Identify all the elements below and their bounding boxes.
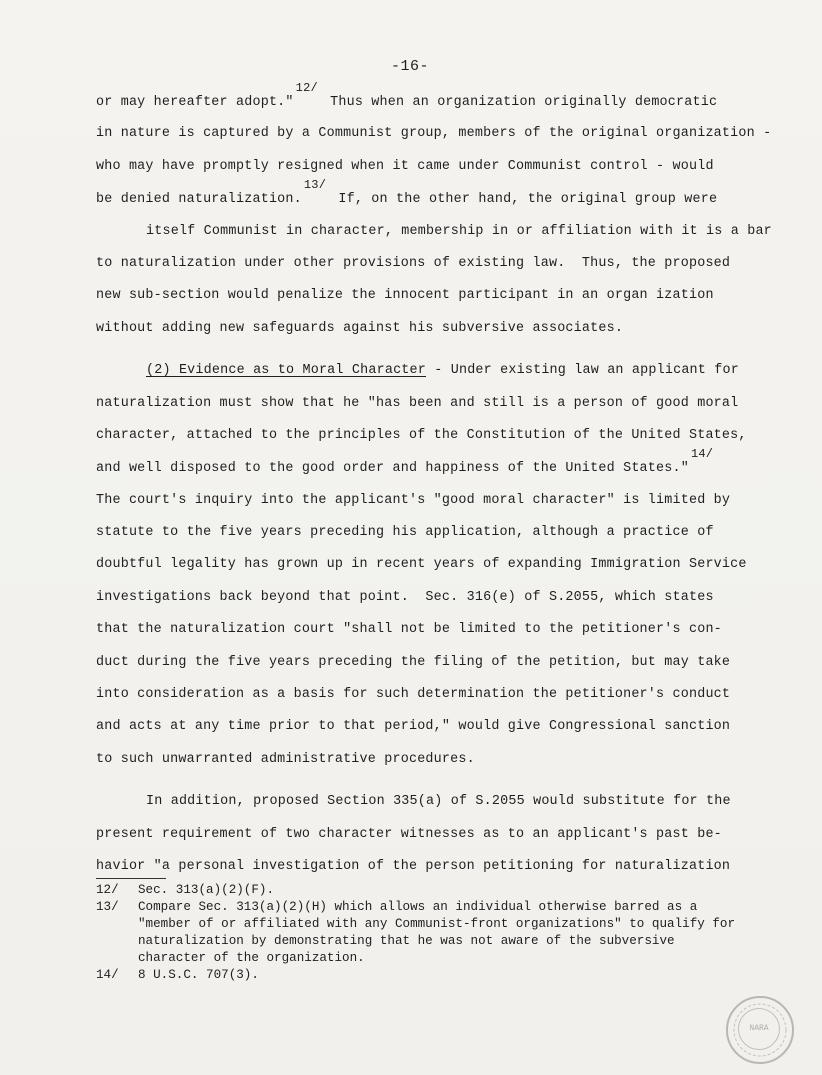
text-line: in nature is captured by a Communist group, members of the original organization - xyxy=(96,126,772,142)
text-line: new sub-section would penalize the innocent participant in an organ ization xyxy=(96,288,714,304)
text-line: without adding new safeguards against his subversive associates. xyxy=(96,320,624,336)
paragraph-gap xyxy=(96,345,736,355)
footnote-text: Sec. 313(a)(2)(F). xyxy=(138,883,275,897)
text-line: investigations back beyond that point. Sec. 316(e) of S.2055, which states xyxy=(96,589,714,605)
footnote-mark: 12/ xyxy=(96,883,119,897)
text-line: character, attached to the principles of the Constitution of the United States, xyxy=(96,427,747,443)
paragraph-gap xyxy=(96,776,736,786)
footnote-text: 8 U.S.C. 707(3). xyxy=(138,968,259,982)
stamp-label: NARA xyxy=(738,1008,780,1050)
text-line: to such unwarranted administrative procedures. xyxy=(96,751,475,767)
text-line: doubtful legality has grown up in recent years of expanding Immigration Service xyxy=(96,557,747,573)
footnote-divider xyxy=(96,878,166,879)
text-line: The court's inquiry into the applicant's "good moral character" is limited by xyxy=(96,492,731,508)
footnote-ref: 12/ xyxy=(295,81,318,95)
text-line: or may hereafter adopt."12/ Thus when an organization originally democratic xyxy=(96,86,736,118)
text-line: into consideration as a basis for such determination the petitioner's conduct xyxy=(96,687,731,703)
text-line: itself Communist in character, membership in or affiliation with it is a bar xyxy=(146,223,772,239)
text-line: In addition, proposed Section 335(a) of S.2055 would substitute for the xyxy=(146,794,731,810)
text-line: (2) Evidence as to Moral Character - Under existing law an applicant for xyxy=(146,363,739,379)
page-number: -16- xyxy=(390,58,429,75)
archive-stamp xyxy=(726,996,794,1064)
text-line: present requirement of two character witnesses as to an applicant's past be- xyxy=(96,826,722,842)
footnotes xyxy=(96,882,736,984)
footnote xyxy=(96,899,736,967)
text-line: naturalization must show that he "has been and still is a person of good moral xyxy=(96,395,739,411)
text-line: that the naturalization court "shall not be limited to the petitioner's con- xyxy=(96,622,722,638)
footnote xyxy=(96,882,736,899)
text-line: and acts at any time prior to that period," would give Congressional sanction xyxy=(96,719,731,735)
footnote-ref: 14/ xyxy=(690,447,714,462)
text-line: duct during the five years preceding the filing of the petition, but may take xyxy=(96,654,731,670)
text-line: statute to the five years preceding his application, although a practice of xyxy=(96,525,714,541)
text-line: who may have promptly resigned when it came under Communist control - would xyxy=(96,158,714,174)
footnote-text: Compare Sec. 313(a)(2)(H) which allows an individual otherwise barred as a "member of or affiliated with any Communist-front organizations" to qualify for naturalization by demonstrating that he was not aware of the subversive character of the organization. xyxy=(138,900,736,965)
footnote-mark: 14/ xyxy=(96,968,119,982)
footnote xyxy=(96,967,736,984)
text-line: and well disposed to the good order and happiness of the United States."14/ xyxy=(96,452,736,484)
body-text xyxy=(96,81,772,883)
text-line: havior "a personal investigation of the person petitioning for naturalization xyxy=(96,858,731,874)
text-line: be denied naturalization.13/ If, on the other hand, the original group were xyxy=(96,183,736,215)
footnote-ref: 13/ xyxy=(303,178,327,193)
text-line: to naturalization under other provisions of existing law. Thus, the proposed xyxy=(96,255,731,271)
section-heading: (2) Evidence as to Moral Character xyxy=(146,363,427,379)
footnote-mark: 13/ xyxy=(96,900,119,914)
